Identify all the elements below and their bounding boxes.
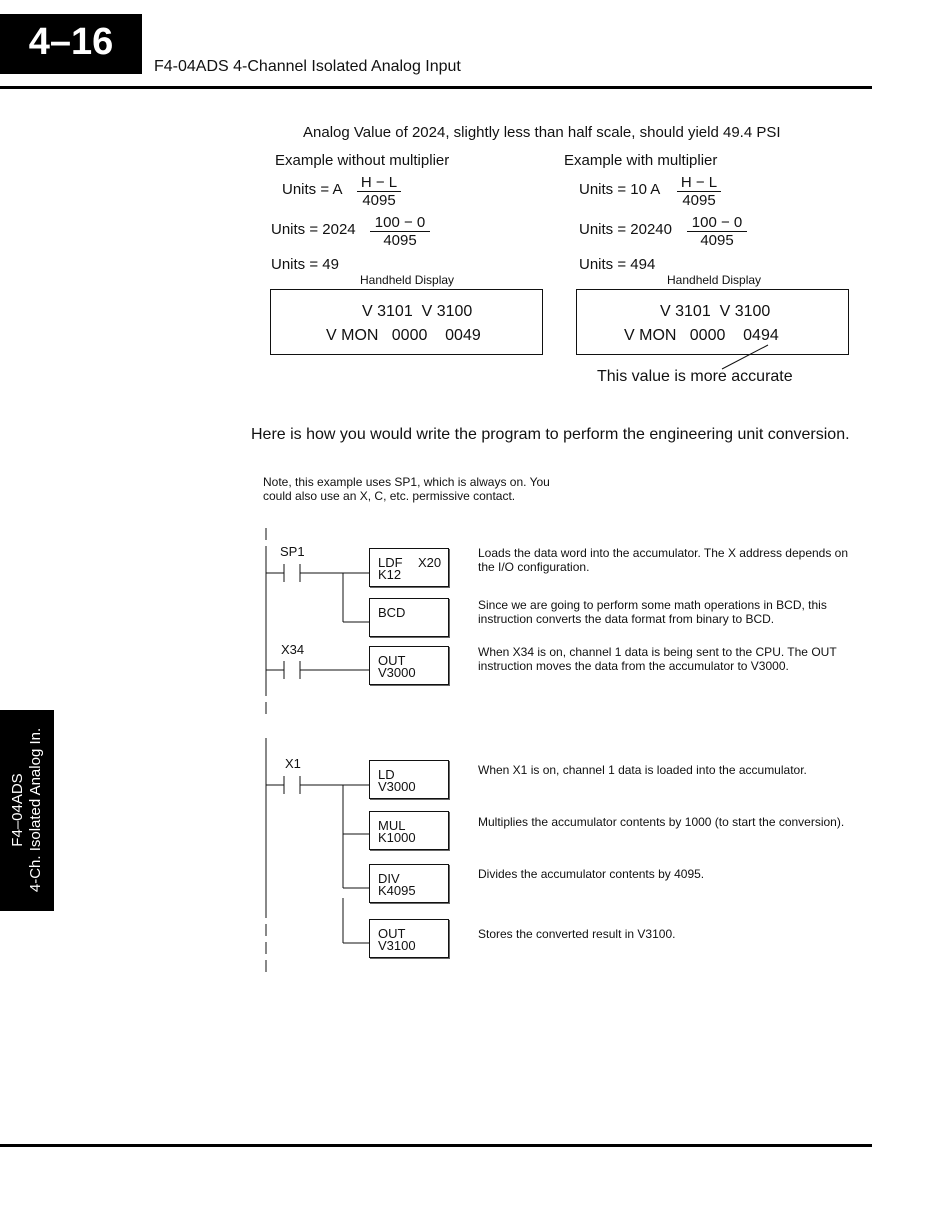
- left-eq2-prefix: Units = 2024: [271, 221, 356, 238]
- right-eq2-numerator: 100 − 0: [691, 214, 743, 231]
- instruction-desc: Since we are going to perform some math operations in BCD, this instruction converts the data format from binary to BCD.: [478, 598, 827, 626]
- right-eq3: Units = 494: [579, 256, 656, 273]
- right-display-label: Handheld Display: [667, 273, 762, 287]
- contact-sp1-label: SP1: [280, 544, 305, 559]
- instruction-op: LDF: [378, 555, 403, 570]
- instruction-op: MUL: [378, 818, 406, 833]
- instruction-box-ld: [369, 760, 449, 799]
- instruction-arg: V3000: [378, 779, 416, 794]
- instruction-desc: Stores the converted result in V3100.: [478, 927, 676, 941]
- instruction-box-ldf: [369, 548, 449, 587]
- contact-x1-label: X1: [285, 756, 301, 771]
- right-eq2-denominator: 4095: [687, 231, 747, 249]
- instruction-desc: When X1 is on, channel 1 data is loaded into the accumulator.: [478, 763, 807, 777]
- instruction-arg: V3100: [378, 938, 416, 953]
- instruction-arg: K4095: [378, 883, 416, 898]
- left-eq1-prefix: Units = A: [282, 181, 343, 198]
- instruction-op: BCD: [378, 605, 406, 620]
- instruction-desc: When X34 is on, channel 1 data is being sent to the CPU. The OUT instruction moves the data from the accumulator to V3000.: [478, 645, 837, 673]
- instruction-arg: K12: [378, 567, 402, 582]
- page-number: 4–16: [0, 14, 142, 74]
- example-heading: Analog Value of 2024, slightly less than half scale, should yield 49.4 PSI: [303, 124, 781, 141]
- left-eq2-numerator: 100 − 0: [374, 214, 426, 231]
- instruction-desc: Divides the accumulator contents by 4095.: [478, 867, 705, 881]
- instruction-desc: Multiplies the accumulator contents by 1000 (to start the conversion).: [478, 815, 845, 829]
- instruction-op: LD: [378, 767, 395, 782]
- right-eq1-prefix: Units = 10 A: [579, 181, 661, 198]
- left-display-line1: V 3101 V 3100: [362, 303, 473, 320]
- instruction-arg: K1000: [378, 830, 416, 845]
- instruction-op: OUT: [378, 653, 406, 668]
- instruction-desc: Loads the data word into the accumulator. The X address depends on the I/O configuration.: [478, 546, 849, 574]
- callout-text: This value is more accurate: [597, 368, 793, 385]
- left-eq2-denominator: 4095: [370, 231, 430, 249]
- instruction-box-bcd: [369, 598, 449, 637]
- right-eq2-prefix: Units = 20240: [579, 221, 672, 238]
- right-display-line2: V MON 0000 0494: [624, 327, 779, 344]
- left-display-line2: V MON 0000 0049: [326, 327, 481, 344]
- right-eq1-numerator: H − L: [680, 174, 718, 191]
- left-eq1-denominator: 4095: [357, 191, 401, 209]
- right-eq1-denominator: 4095: [677, 191, 721, 209]
- left-eq3: Units = 49: [271, 256, 339, 273]
- instruction-op: DIV: [378, 871, 400, 886]
- instruction-arg2: X20: [418, 555, 442, 570]
- program-intro: Here is how you would write the program to perform the engineering unit conversion.: [251, 426, 850, 443]
- contact-x34-label: X34: [281, 642, 305, 657]
- left-example-title: Example without multiplier: [275, 152, 450, 169]
- instruction-box-div: [369, 864, 449, 903]
- instruction-box-out-v3000: [369, 646, 449, 685]
- instruction-box-mul: [369, 811, 449, 850]
- right-display-line1: V 3101 V 3100: [660, 303, 771, 320]
- instruction-box-out-v3100: [369, 919, 449, 958]
- left-eq1-numerator: H − L: [360, 174, 398, 191]
- left-display-label: Handheld Display: [360, 273, 455, 287]
- note-text: Note, this example uses SP1, which is always on. You could also use an X, C, etc. permissive contact.: [263, 475, 550, 503]
- instruction-arg: V3000: [378, 665, 416, 680]
- footer-rule: [0, 1144, 872, 1147]
- side-tab-line1: F4–04ADS: [9, 773, 26, 847]
- instruction-op: OUT: [378, 926, 406, 941]
- right-example-title: Example with multiplier: [564, 152, 718, 169]
- chapter-title: F4-04ADS 4-Channel Isolated Analog Input: [154, 58, 461, 75]
- side-tab-line2: 4-Ch. Isolated Analog In.: [27, 727, 44, 893]
